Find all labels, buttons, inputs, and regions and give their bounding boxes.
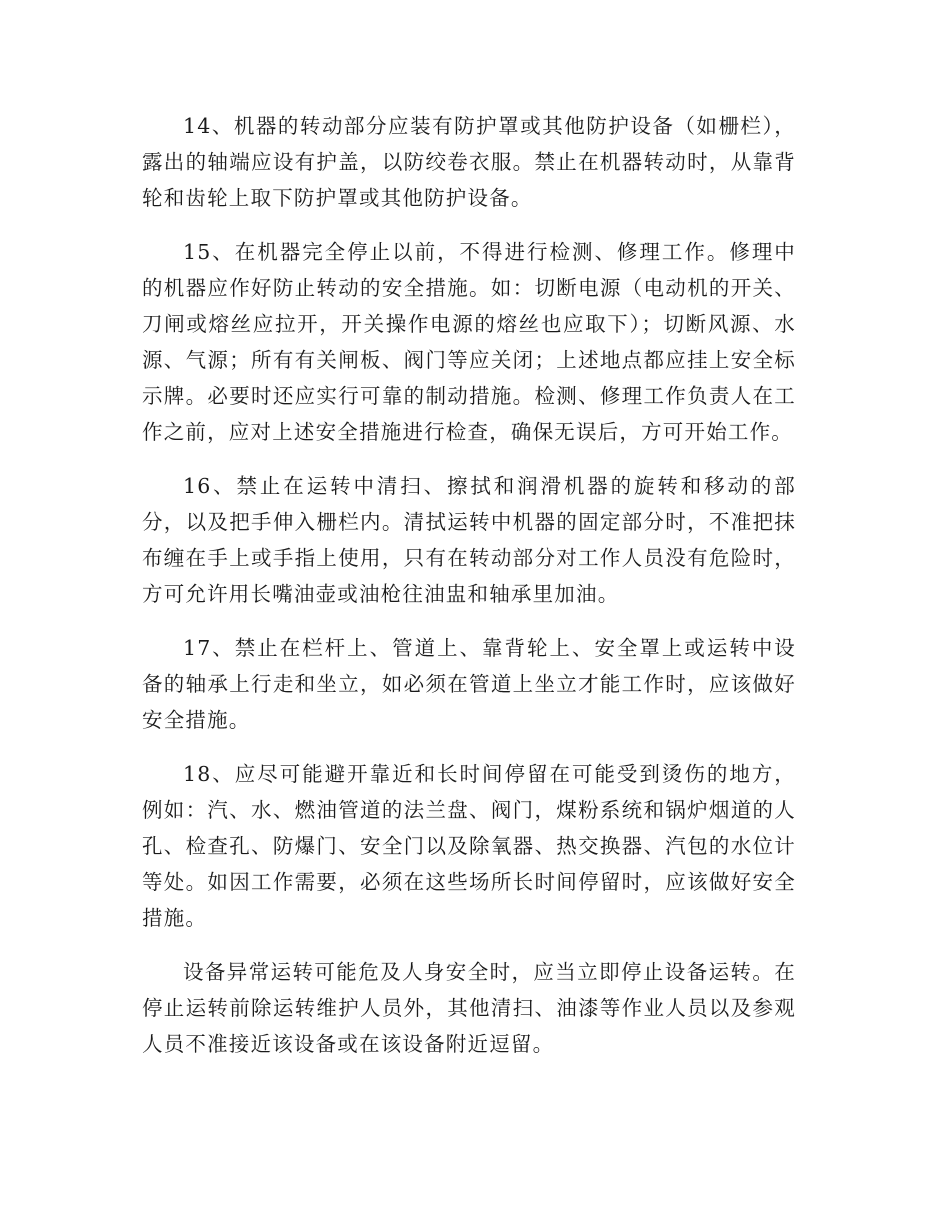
paragraph-equipment-abnormal: 设备异常运转可能危及人身安全时，应当立即停止设备运转。在停止运转前除运转维护人员外，其他清扫、油漆等作业人员以及参观人员不准接近该设备或在该设备附近逗留。 — [142, 960, 796, 1056]
paragraph-item-15: 15、在机器完全停止以前，不得进行检测、修理工作。修理中的机器应作好防止转动的安全措施。如：切断电源（电动机的开关、刀闸或熔丝应拉开，开关操作电源的熔丝也应取下）；切断风源、水源、气源；所有有关闸板、阀门等应关闭；上述地点都应挂上安全标示牌。必要时还应实行可靠的制动措施。检测、修理工作负责人在工作之前，应对上述安全措施进行检查，确保无误后，方可开始工作。 — [142, 240, 796, 444]
paragraph-item-14: 14、机器的转动部分应装有防护罩或其他防护设备（如栅栏），露出的轴端应设有护盖，以防绞卷衣服。禁止在机器转动时，从靠背轮和齿轮上取下防护罩或其他防护设备。 — [142, 114, 796, 210]
document-body — [142, 108, 796, 1062]
paragraph-item-17: 17、禁止在栏杆上、管道上、靠背轮上、安全罩上或运转中设备的轴承上行走和坐立，如必须在管道上坐立才能工作时，应该做好安全措施。 — [142, 636, 796, 732]
paragraph-item-18: 18、应尽可能避开靠近和长时间停留在可能受到烫伤的地方，例如：汽、水、燃油管道的法兰盘、阀门，煤粉系统和锅炉烟道的人孔、检查孔、防爆门、安全门以及除氧器、热交换器、汽包的水位计等处。如因工作需要，必须在这些场所长时间停留时，应该做好安全措施。 — [142, 762, 796, 930]
paragraph-item-16: 16、禁止在运转中清扫、擦拭和润滑机器的旋转和移动的部分，以及把手伸入栅栏内。清拭运转中机器的固定部分时，不准把抹布缠在手上或手指上使用，只有在转动部分对工作人员没有危险时，方可允许用长嘴油壶或油枪往油盅和轴承里加油。 — [142, 474, 796, 606]
